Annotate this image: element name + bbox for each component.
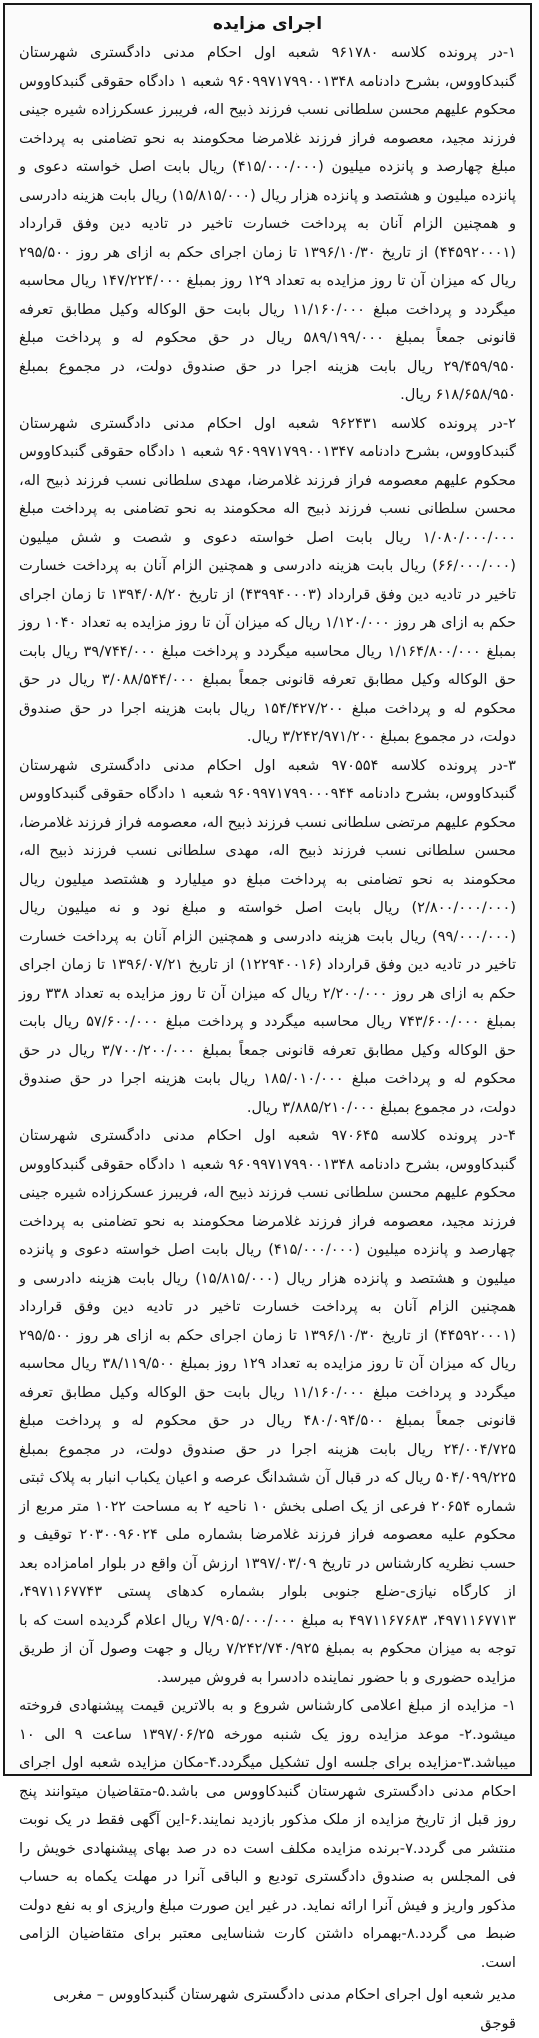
notice-frame — [3, 3, 532, 2032]
case-paragraph-3: ۳-در پرونده کلاسه ۹۷۰۵۵۴ شعبه اول احکام مدنی دادگستری شهرستان گنبدکاووس، بشرح دادنامه ۹۶۰۹۹۷۱۷۹۹۰۰۰۹۴۴ شعبه ۱ دادگاه حقوقی گنبدکاووس محکوم علیهم مرتضی سلطانی نسب فرزند ذبیح اله، معصومه فراز فرزند غلامرضا، محسن سلطانی نسب فرزند ذبیح اله، مهدی سلطانی نسب فرزند ذبیح اله، محکومند به نحو تضامنی به پرداخت مبلغ دو میلیارد و هشتصد میلیون ریال (۲/۸۰۰/۰۰۰/۰۰۰) ریال بابت اصل خواسته و مبلغ نود و نه میلیون ریال (۹۹/۰۰۰/۰۰۰) ریال بابت هزینه دادرسی و همچنین الزام آنان به پرداخت خسارت تاخیر در تادیه دین وفق قرارداد (۱۲۲۹۴۰۰۱۶) از تاریخ ۱۳۹۶/۰۷/۲۱ تا زمان اجرای حکم به ازای هر روز ۲/۲۰۰/۰۰۰ ریال که میزان آن تا روز مزایده به تعداد ۳۳۸ روز بمبلغ ۷۴۳/۶۰۰/۰۰۰ ریال محاسبه میگردد و پرداخت مبلغ ۵۷/۶۰۰/۰۰۰ ریال بابت حق الوکاله وکیل مطابق تعرفه قانونی جمعاً بمبلغ ۳/۷۰۰/۲۰۰/۰۰۰ ریال در حق محکوم له و پرداخت مبلغ ۱۸۵/۰۱۰/۰۰۰ ریال بابت هزینه اجرا در حق صندوق دولت، در مجموع بمبلغ ۳/۸۸۵/۲۱۰/۰۰۰ ریال. — [19, 756, 517, 1116]
case-paragraph-1: ۱-در پرونده کلاسه ۹۶۱۷۸۰ شعبه اول احکام مدنی دادگستری شهرستان گنبدکاووس، بشرح دادنامه ۹۶۰۹۹۷۱۷۹۹۰۰۱۳۴۸ شعبه ۱ دادگاه حقوقی گنبدکاووس محکوم علیهم محسن سلطانی نسب فرزند ذبیح اله، فریبرز عسکرزاده شیره جینی فرزند مجید، معصومه فراز فرزند غلامرضا محکومند به نحو تضامنی به پرداخت مبلغ چهارصد و پانزده میلیون (۴۱۵/۰۰۰/۰۰۰) ریال بابت اصل خواسته دعوی و پانزده میلیون و هشتصد و پانزده هزار ریال (۱۵/۸۱۵/۰۰۰) ریال بابت هزینه دادرسی و همچنین الزام آنان به پرداخت خسارت تاخیر در تادیه دین وفق قرارداد (۴۴۵۹۲۰۰۰۱) از تاریخ ۱۳۹۶/۱۰/۳۰ تا زمان اجرای حکم به ازای هر روز ۲۹۵/۵۰۰ ریال که میزان آن تا روز مزایده به تعداد ۱۲۹ روز بمبلغ ۱۴۷/۲۲۴/۰۰۰ ریال محاسبه میگردد و پرداخت مبلغ ۱۱/۱۶۰/۰۰۰ ریال بابت حق الوکاله وکیل مطابق تعرفه قانونی جمعاً بمبلغ ۵۸۹/۱۹۹/۰۰۰ ریال در حق محکوم له و پرداخت مبلغ ۲۹/۴۵۹/۹۵۰ ریال بابت هزینه اجرا در حق صندوق دولت، در مجموع بمبلغ ۶۱۸/۶۵۸/۹۵۰ ریال. — [19, 44, 517, 403]
notice-title: اجرای مزایده — [212, 14, 323, 34]
auction-terms: ۱- مزایده از مبلغ اعلامی کارشناس شروع و به بالاترین قیمت پیشنهادی فروخته میشود.۲- موعد مزایده روز یک شنبه مورخه ۱۳۹۷/۰۶/۲۵ ساعت ۹ الی ۱۰ میباشد.۳-مزایده برای جلسه اول تشکیل میگردد.۴-مکان مزایده شعبه اول اجرای احکام مدنی دادگستری شهرستان گنبدکاووس می باشد.۵-متقاضیان میتوانند پنج روز قبل از تاریخ مزایده از ملک مذکور بازدید نمایند.۶-این آگهی فقط در یک نوبت منتشر می گردد.۷-برنده مزایده مکلف است ده در صد بهای پیشنهادی خویش را فی المجلس به صندوق دادگستری تودیع و الباقی آنرا در مهلت یکماه به حساب مذکور واریز و فیش آنرا ارائه نماید. در غیر این صورت مبلغ واریزی او به نفع دولت ضبط می گردد.۸-بهمراه داشتن کارت شناسایی معتبر برای متقاضیان الزامی است. — [19, 1697, 517, 1971]
signature-line: مدیر شعبه اول اجرای احکام مدنی دادگستری شهرستان گنبدکاووس – مغربی قوجق — [53, 1986, 516, 2032]
case-paragraph-4: ۴-در پرونده کلاسه ۹۷۰۶۴۵ شعبه اول احکام مدنی دادگستری شهرستان گنبدکاووس، بشرح دادنامه ۹۶۰۹۹۷۱۷۹۹۰۰۱۳۴۸ شعبه ۱ دادگاه حقوقی گنبدکاووس محکوم علیهم محسن سلطانی نسب فرزند ذبیح اله، فریبرز عسکرزاده شیره جینی فرزند مجید، معصومه فراز فرزند غلامرضا محکومند به نحو تضامنی به پرداخت چهارصد و پانزده میلیون (۴۱۵/۰۰۰/۰۰۰) ریال بابت اصل خواسته دعوی و پانزده میلیون و هشتصد و پانزده هزار ریال (۱۵/۸۱۵/۰۰۰) ریال بابت هزینه دادرسی و همچنین الزام آنان به پرداخت خسارت تاخیر در تادیه دین وفق قرارداد (۴۴۵۹۲۰۰۰۱) از تاریخ ۱۳۹۶/۱۰/۳۰ تا زمان اجرای حکم به ازای هر روز ۲۹۵/۵۰۰ ریال که میزان آن تا روز مزایده به تعداد ۱۲۹ روز بمبلغ ۳۸/۱۱۹/۵۰۰ ریال محاسبه میگردد و پرداخت مبلغ ۱۱/۱۶۰/۰۰۰ ریال بابت حق الوکاله وکیل مطابق تعرفه قانونی جمعاً بمبلغ ۴۸۰/۰۹۴/۵۰۰ ریال در حق محکوم له و پرداخت مبلغ ۲۴/۰۰۴/۷۲۵ ریال بابت هزینه اجرا در حق صندوق دولت، در مجموع بمبلغ ۵۰۴/۰۹۹/۲۲۵ ریال که در قبال آن ششدانگ عرصه و اعیان یکباب انبار به پلاک ثبتی شماره ۲۰۶۵۴ فرعی از یک اصلی بخش ۱۰ ناحیه ۲ به مساحت ۱۰۲۲ متر مربع از محکوم علیه معصومه فراز فرزند غلامرضا بشماره ملی ۲۰۳۰۰۹۶۰۲۴ توقیف و حسب نظریه کارشناس در تاریخ ۱۳۹۷/۰۳/۰۹ ارزش آن واقع در بلوار امامزاده بعد از کارگاه نیازی-ضلع جنوبی بلوار بشماره کدهای پستی ۴۹۷۱۱۶۷۷۴۳، ۴۹۷۱۱۶۷۷۱۳، ۴۹۷۱۱۶۷۶۸۳ به مبلغ ۷/۹۰۵/۰۰۰/۰۰۰ ریال اعلام گردیده است که با توجه به میزان محکوم به بمبلغ ۷/۲۴۲/۷۴۰/۹۲۵ ریال و جهت وصول آن از طریق مزایده حضوری و با حضور نماینده دادسرا به فروش میرسد. — [19, 1127, 517, 1686]
notice-body — [5, 5, 530, 2038]
case-paragraph-2: ۲-در پرونده کلاسه ۹۶۲۴۳۱ شعبه اول احکام مدنی دادگستری شهرستان گنبدکاووس، بشرح دادنامه ۹۶۰۹۹۷۱۷۹۹۰۰۱۳۴۷ شعبه ۱ دادگاه حقوقی گنبدکاووس محکوم علیهم معصومه فراز فرزند غلامرضا، مهدی سلطانی نسب فرزند ذبیح اله، محسن سلطانی نسب فرزند ذبیح اله محکومند به نحو تضامنی به پرداخت مبلغ ۱/۰۸۰/۰۰۰/۰۰۰ ریال بابت اصل خواسته دعوی و شصت و شش میلیون (۶۶/۰۰۰/۰۰۰) ریال بابت هزینه دادرسی و همچنین الزام آنان به پرداخت خسارت تاخیر در تادیه دین وفق قرارداد (۴۳۹۹۴۰۰۰۳) از تاریخ ۱۳۹۴/۰۸/۲۰ تا زمان اجرای حکم به ازای هر روز ۱/۱۲۰/۰۰۰ ریال که میزان آن تا روز مزایده به تعداد ۱۰۴۰ روز بمبلغ ۱/۱۶۴/۸۰۰/۰۰۰ ریال محاسبه میگردد و پرداخت مبلغ ۳۹/۷۴۴/۰۰۰ ریال بابت حق الوکاله وکیل مطابق تعرفه قانونی جمعاً بمبلغ ۳/۰۸۸/۵۴۴/۰۰۰ ریال در حق محکوم له و پرداخت مبلغ ۱۵۴/۴۲۷/۲۰۰ ریال بابت هزینه اجرا در حق صندوق دولت، در مجموع بمبلغ ۳/۲۴۲/۹۷۱/۲۰۰ ریال. — [19, 414, 517, 745]
